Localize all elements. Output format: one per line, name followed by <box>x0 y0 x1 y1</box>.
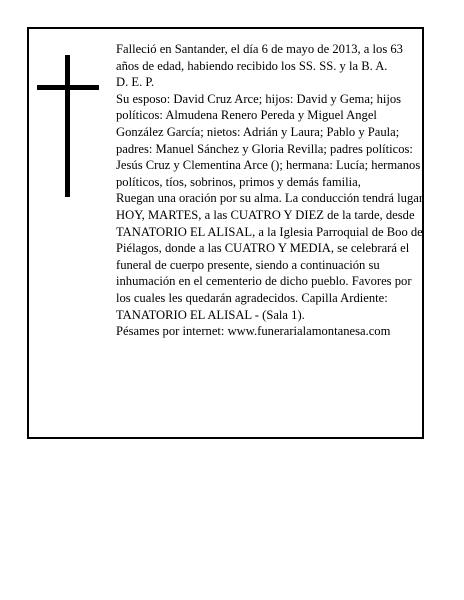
condolences-line: Pésames por internet: www.funerarialamontanesa.com <box>116 324 391 339</box>
rip-line: D. E. P. <box>116 75 155 90</box>
death-announcement: Falleció en Santander, el día 6 de mayo de 2013, a los 63 años de edad, habiendo recibido los SS. SS. y la B. A. <box>116 42 403 73</box>
obituary-text <box>116 41 424 340</box>
cross-horizontal-bar <box>37 85 99 90</box>
family-list: Su esposo: David Cruz Arce; hijos: David y Gema; hijos políticos: Almudena Renero Pereda y Miguel Angel González García; nietos: Adrián y Laura; Pablo y Paula; padres: Manuel Sánchez y Gloria Revilla; padres políticos: Jesús Cruz y Clementina Arce (); hermana: Lucía; hermanos políticos, tíos, sobrinos, primos y demás familia, <box>116 91 421 189</box>
cross-vertical-bar <box>65 55 70 197</box>
cross-icon <box>37 55 99 197</box>
funeral-details: Ruegan una oración por su alma. La conducción tendrá lugar HOY, MARTES, a las CUATRO Y DIEZ de la tarde, desde TANATORIO EL ALISAL, a la Iglesia Parroquial de Boo de Piélagos, donde a las CUATRO Y MEDIA, se celebrará el funeral de cuerpo presente, siendo a continuación su inhumación en el cementerio de dicho pueblo. Favores por los cuales les quedarán agradecidos. Capilla Ardiente: TANATORIO EL ALISAL - (Sala 1). <box>116 191 424 322</box>
